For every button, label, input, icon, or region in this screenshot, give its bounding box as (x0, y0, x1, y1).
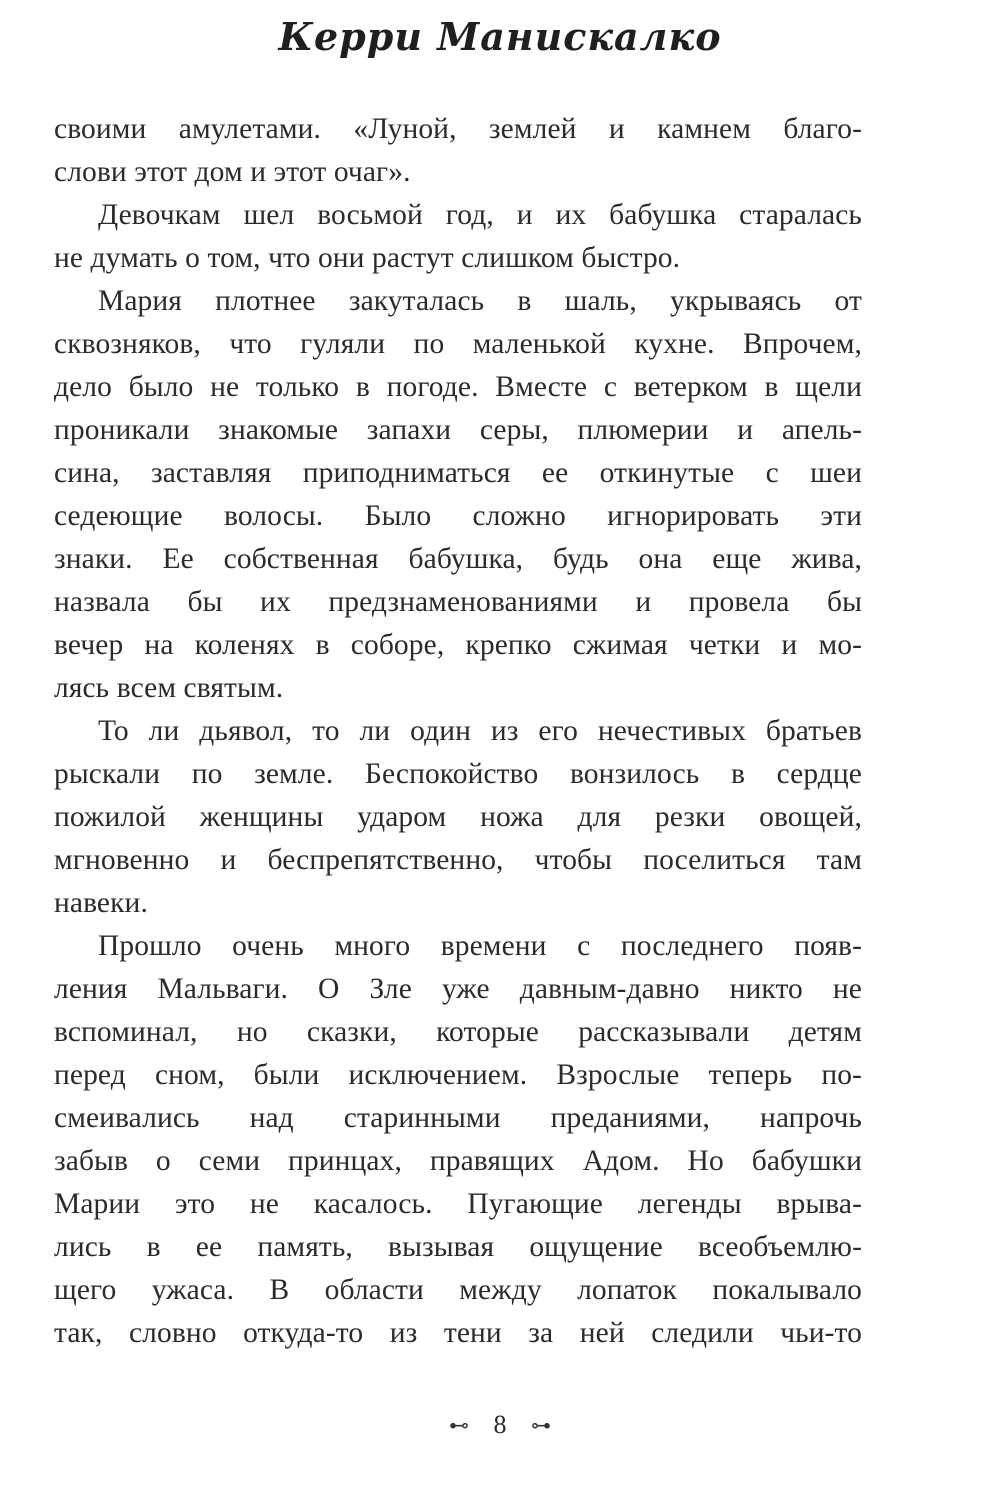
running-header-author: Керри Манискалко (278, 14, 722, 59)
text-line: не думать о том, что они растут слишком быстро. (54, 242, 681, 274)
text-line: щего ужаса. В области между лопаток покалывало (54, 1274, 862, 1306)
text-line: сина, заставляя приподниматься ее откинутые с шеи (54, 457, 862, 489)
text-line: лись в ее память, вызывая ощущение всеобъемлю- (54, 1231, 862, 1263)
left-ornament-icon: ⊷ (449, 1414, 469, 1437)
text-line: Прошло очень много времени с последнего появ- (98, 930, 862, 962)
text-line: знаки. Ее собственная бабушка, будь она еще жива, (54, 543, 862, 575)
text-line: ления Мальваги. О Зле уже давным-давно никто не (54, 973, 862, 1005)
text-line: пожилой женщины ударом ножа для резки овощей, (54, 801, 862, 833)
text-line: рыскали по земле. Беспокойство вонзилось в сердце (54, 758, 862, 790)
right-ornament-icon: ⊶ (531, 1414, 551, 1437)
page-footer (0, 1408, 1000, 1440)
text-line: слови этот дом и этот очаг». (54, 156, 411, 188)
text-line: Марии это не касалось. Пугающие легенды врыва- (54, 1188, 862, 1220)
text-line: назвала бы их предзнаменованиями и провела бы (54, 586, 862, 618)
page-number: 8 (493, 1410, 507, 1440)
text-line: седеющие волосы. Было сложно игнорировать эти (54, 500, 862, 532)
text-line: так, словно откуда-то из тени за ней следили чьи-то (54, 1317, 862, 1349)
text-line: дело было не только в погоде. Вместе с ветерком в щели (54, 371, 862, 403)
text-line: своими амулетами. «Луной, землей и камнем благо- (54, 113, 862, 145)
text-line: забыв о семи принцах, правящих Адом. Но бабушки (54, 1145, 862, 1177)
text-line: проникали знакомые запахи серы, плюмерии и апель- (54, 414, 862, 446)
text-line: мгновенно и беспрепятственно, чтобы поселиться там (54, 844, 862, 876)
text-line: Мария плотнее закуталась в шаль, укрываясь от (98, 285, 862, 317)
text-line: навеки. (54, 887, 148, 919)
text-line: Девочкам шел восьмой год, и их бабушка старалась (98, 199, 862, 231)
text-line: лясь всем святым. (54, 672, 284, 704)
text-line: То ли дьявол, то ли один из его нечестивых братьев (98, 715, 862, 747)
text-line: вспоминал, но сказки, которые рассказывали детям (54, 1016, 862, 1048)
text-line: сквозняков, что гуляли по маленькой кухне. Впрочем, (54, 328, 862, 360)
body-text (54, 108, 862, 1355)
text-line: смеивались над старинными преданиями, напрочь (54, 1102, 862, 1134)
text-line: вечер на коленях в соборе, крепко сжимая четки и мо- (54, 629, 862, 661)
text-line: перед сном, были исключением. Взрослые теперь по- (54, 1059, 862, 1091)
